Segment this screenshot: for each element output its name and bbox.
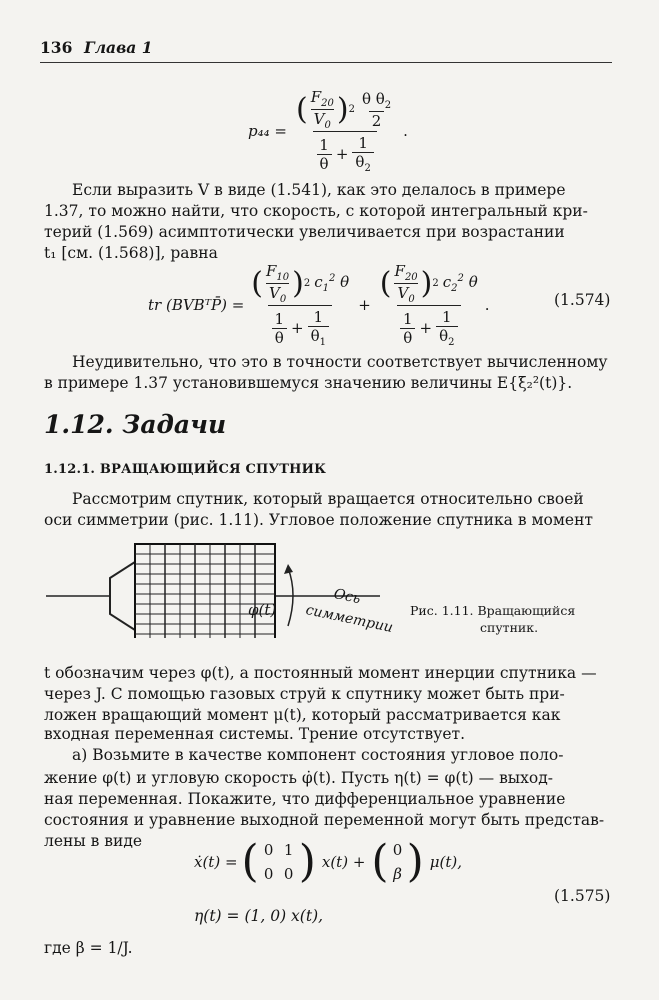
subsection-title: 1.12.1. ВРАЩАЮЩИЙСЯ СПУТНИК [44, 462, 327, 477]
beta-definition: где β = 1/J. [44, 939, 133, 957]
eq1575-lhs: ẋ(t) = [194, 853, 238, 871]
para1-line4: t₁ [см. (1.568)], равна [44, 244, 218, 262]
para1-line1: Если выразить V в виде (1.541), как это делалось в примере [72, 181, 566, 199]
vector-b [389, 841, 407, 883]
matrix-a-cell: 0 [283, 865, 294, 883]
matrix-a-cell: 1 [283, 841, 294, 859]
figure-caption-2: спутник. [480, 620, 539, 635]
eq1575-tail: μ(t), [429, 853, 462, 871]
eq1575-mid: x(t) + [321, 853, 366, 871]
equation-1575-line2: η(t) = (1, 0) x(t), [194, 907, 324, 925]
para1-line2: 1.37, то можно найти, что скорость, с которой интегральный кри- [44, 202, 588, 220]
header-rule [40, 62, 612, 63]
page-number: 136 [40, 38, 73, 57]
figure-caption-1: Рис. 1.11. Вращающийся [410, 603, 576, 618]
matrix-a [259, 841, 299, 883]
para5-line5: лены в виде [44, 832, 143, 850]
p44-fraction: ( $\frac{F_{20}}{V_0}$ ) 2 $\frac{\theta \theta_2}{2}$ $\frac{1}{\theta}$ + $\frac{1}{\theta_2}$ [295, 88, 392, 174]
axis-label-2: симметрии [304, 601, 395, 637]
equation-1575-line1: ẋ(t) = ( 0 1 0 0 ) x(t) + ( 0 β ) μ(t), [194, 836, 462, 887]
para5-line3: ная переменная. Покажите, что дифференциальное уравнение [44, 790, 566, 808]
axis-label-1: Ось [332, 585, 362, 608]
para1-line3: терий (1.569) асимптотически увеличивается при возрастании [44, 223, 565, 241]
satellite-body [135, 544, 275, 638]
eq1574-lhs: tr (BVBᵀP̄) = [148, 296, 245, 314]
para4-line4: входная переменная системы. Трение отсутствует. [44, 725, 465, 743]
para4-line2: через J. С помощью газовых струй к спутнику может быть при- [44, 685, 565, 703]
eq1575-number: (1.575) [554, 887, 611, 905]
vector-b-cell: 0 [392, 841, 403, 859]
para2-line1: Неудивительно, что это в точности соответствует вычисленному [72, 353, 608, 371]
equation-1574: tr (BVBᵀP̄) = ( $\frac{F_{10}}{V_0}$ ) 2 $c_1^2$ θ $\frac{1}{\theta}$ + $\frac{1}{\theta_1}$ + ( $\frac{F_{20}}{V_0}$ ) 2 $c_2^2$ θ $\frac{1}{\theta}$ + $\frac{1}{\theta_2}$ . [148, 262, 490, 348]
eq1574-fraction-2: ( $\frac{F_{20}}{V_0}$ ) 2 $c_2^2$ θ $\frac{1}{\theta}$ + $\frac{1}{\theta_2}$ [379, 262, 478, 348]
para2-line2: в примере 1.37 установившемуся значению величины E{ξ₂²(t)}. [44, 374, 573, 392]
para3-line1: Рассмотрим спутник, который вращается относительно своей [72, 490, 584, 508]
p44-lhs: p₄₄ = [248, 122, 287, 140]
para4-line3: ложен вращающий момент μ(t), который рассматривается как [44, 706, 561, 724]
gas-jet-nozzle [110, 562, 135, 630]
equation-p44: p₄₄ = ( $\frac{F_{20}}{V_0}$ ) 2 $\frac{\theta \theta_2}{2}$ $\frac{1}{\theta}$ + $\frac{1}{\theta_2}$ . [248, 88, 408, 174]
matrix-a-cell: 0 [263, 865, 274, 883]
para3-line2: оси симметрии (рис. 1.11). Угловое положение спутника в момент [44, 511, 593, 529]
rotation-arrow [288, 568, 293, 626]
matrix-a-cell: 0 [263, 841, 274, 859]
para5-line2: жение φ(t) и угловую скорость φ̇(t). Пусть η(t) = φ(t) — выход- [44, 769, 554, 787]
rotation-arrowhead [284, 564, 293, 574]
vector-b-cell: β [393, 865, 402, 883]
eq1574-fraction-1: ( $\frac{F_{10}}{V_0}$ ) 2 $c_1^2$ θ $\frac{1}{\theta}$ + $\frac{1}{\theta_1}$ [251, 262, 350, 348]
chapter-title: Глава 1 [84, 38, 153, 57]
para5-line1: а) Возьмите в качестве компонент состояния угловое поло- [72, 746, 564, 764]
section-title: 1.12. Задачи [44, 410, 227, 439]
para5-line4: состояния и уравнение выходной переменной могут быть представ- [44, 811, 605, 829]
phi-label: φ(t) [248, 601, 277, 619]
eq1574-number: (1.574) [554, 291, 611, 309]
para4-line1: t обозначим через φ(t), а постоянный момент инерции спутника — [44, 664, 597, 682]
